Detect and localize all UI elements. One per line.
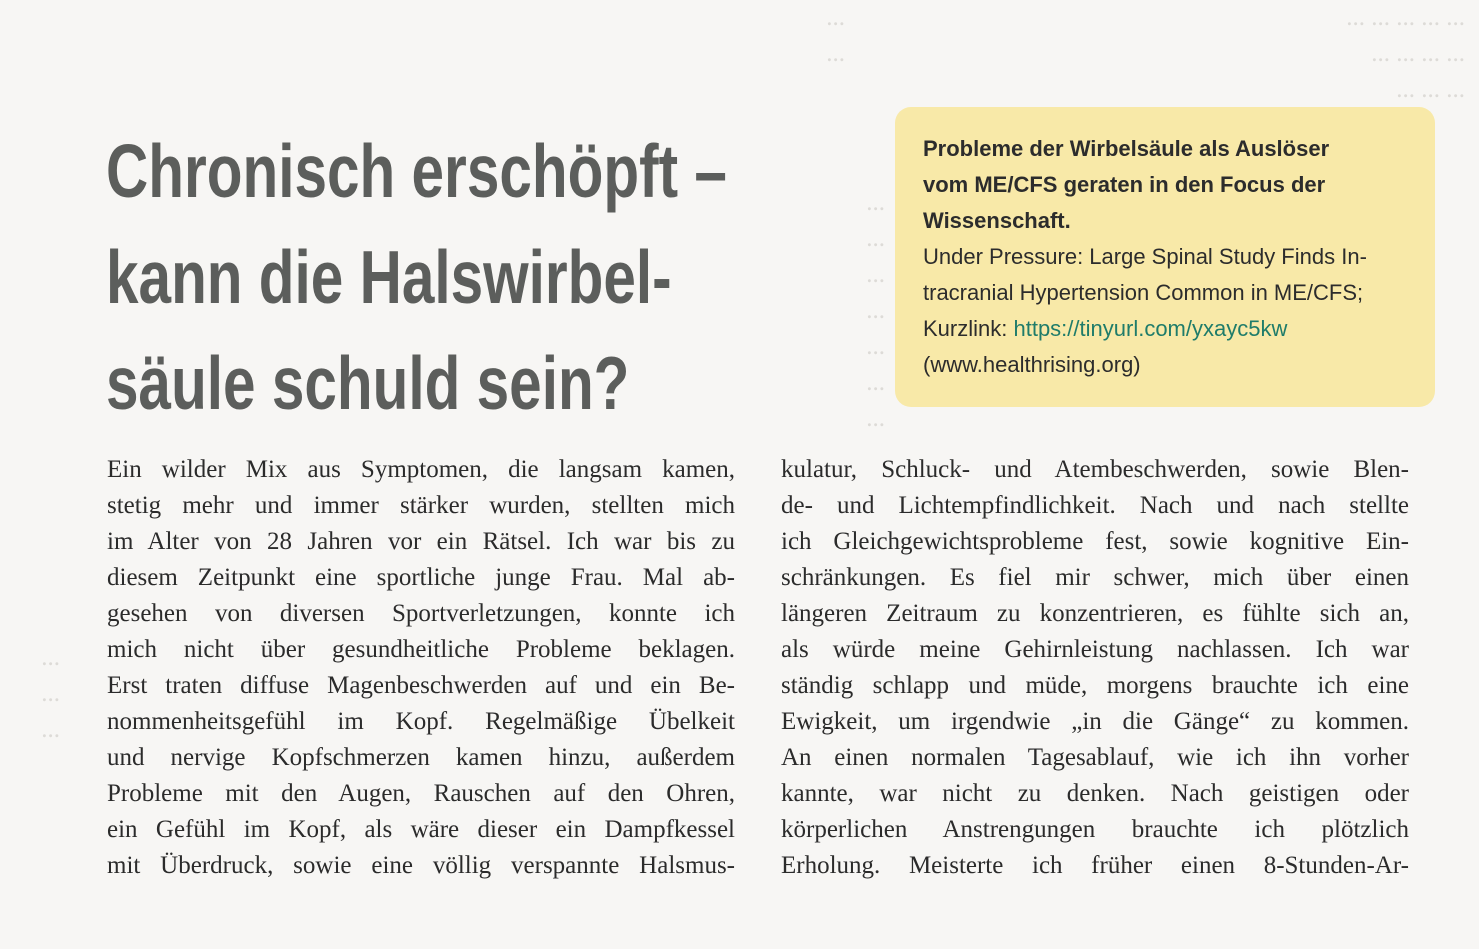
text-line: im Alter von 28 Jahren vor ein Rätsel. Ich war bis zu <box>107 528 735 555</box>
text-line: mich nicht über gesundheitliche Probleme beklagen. <box>107 636 735 663</box>
text-line: Ein wilder Mix aus Symptomen, die langsam kamen, <box>107 456 735 483</box>
text-line: längeren Zeitraum zu konzentrieren, es fühlte sich an, <box>781 600 1409 627</box>
headline-line: kann die Halswirbel- <box>106 235 672 319</box>
info-box-title-line: Probleme der Wirbelsäule als Auslöser <box>923 136 1330 161</box>
text-line: als würde meine Gehirnleistung nachlassen. Ich war <box>781 636 1409 663</box>
source-reference: (www.healthrising.org) <box>923 352 1141 377</box>
text-line: de- und Lichtempfindlichkeit. Nach und nach stellte <box>781 492 1409 519</box>
article-column-right <box>781 452 1409 884</box>
text-line: nommenheitsgefühl im Kopf. Regelmäßige Übelkeit <box>107 708 735 735</box>
info-box-study-title-line: tracranial Hypertension Common in ME/CFS; <box>923 280 1364 305</box>
text-line: ein Gefühl im Kopf, als wäre dieser ein Dampfkessel <box>107 816 735 843</box>
bleed-through-text: ... ... <box>826 4 845 67</box>
text-line: ich Gleichgewichtsprobleme fest, sowie kognitive Ein- <box>781 528 1409 555</box>
info-box-body <box>923 239 1409 383</box>
info-box-title <box>923 131 1409 239</box>
headline-line: säule schuld sein? <box>106 341 630 425</box>
article-column-left <box>107 452 735 884</box>
text-line: Ewigkeit, um irgendwie „in die Gänge“ zu kommen. <box>781 708 1409 735</box>
text-line: Erst traten diffuse Magenbeschwerden auf und ein Be- <box>107 672 735 699</box>
headline-line: Chronisch erschöpft – <box>106 129 727 213</box>
info-box-study-title-line: Under Pressure: Large Spinal Study Finds In- <box>923 244 1367 269</box>
text-line: kannte, war nicht zu denken. Nach geistigen oder <box>781 780 1409 807</box>
shortlink-label: Kurzlink: <box>923 316 1014 341</box>
text-line: schränkungen. Es fiel mir schwer, mich über einen <box>781 564 1409 591</box>
bleed-through-text: ... ... ... <box>41 644 60 743</box>
shortlink-url[interactable]: https://tinyurl.com/yxayc5kw <box>1013 316 1288 341</box>
text-line: kulatur, Schluck- und Atembeschwerden, sowie Blen- <box>781 456 1409 483</box>
bleed-through-text: ... ... ... ... ... ... ... <box>866 189 885 432</box>
text-line: An einen normalen Tagesablauf, wie ich ihn vorher <box>781 744 1409 771</box>
text-line: Probleme mit den Augen, Rauschen auf den Ohren, <box>107 780 735 807</box>
text-line: mit Überdruck, sowie eine völlig verspannte Halsmus- <box>107 852 735 879</box>
text-line: und nervige Kopfschmerzen kamen hinzu, außerdem <box>107 744 735 771</box>
text-line: ständig schlapp und müde, morgens brauchte ich eine <box>781 672 1409 699</box>
article-headline <box>106 118 727 436</box>
info-box <box>895 107 1435 407</box>
text-line: Erholung. Meisterte ich früher einen 8-Stunden-Ar- <box>781 852 1409 879</box>
text-line: stetig mehr und immer stärker wurden, stellten mich <box>107 492 735 519</box>
info-box-title-line: vom ME/CFS geraten in den Focus der <box>923 172 1326 197</box>
info-box-title-line: Wissenschaft. <box>923 208 1071 233</box>
text-line: körperlichen Anstrengungen brauchte ich plötzlich <box>781 816 1409 843</box>
text-line: diesem Zeitpunkt eine sportliche junge Frau. Mal ab- <box>107 564 735 591</box>
bleed-through-text: ... ... ... ... ... ... ... ... ... ... ... ... <box>1346 4 1465 103</box>
text-line: gesehen von diversen Sportverletzungen, konnte ich <box>107 600 735 627</box>
